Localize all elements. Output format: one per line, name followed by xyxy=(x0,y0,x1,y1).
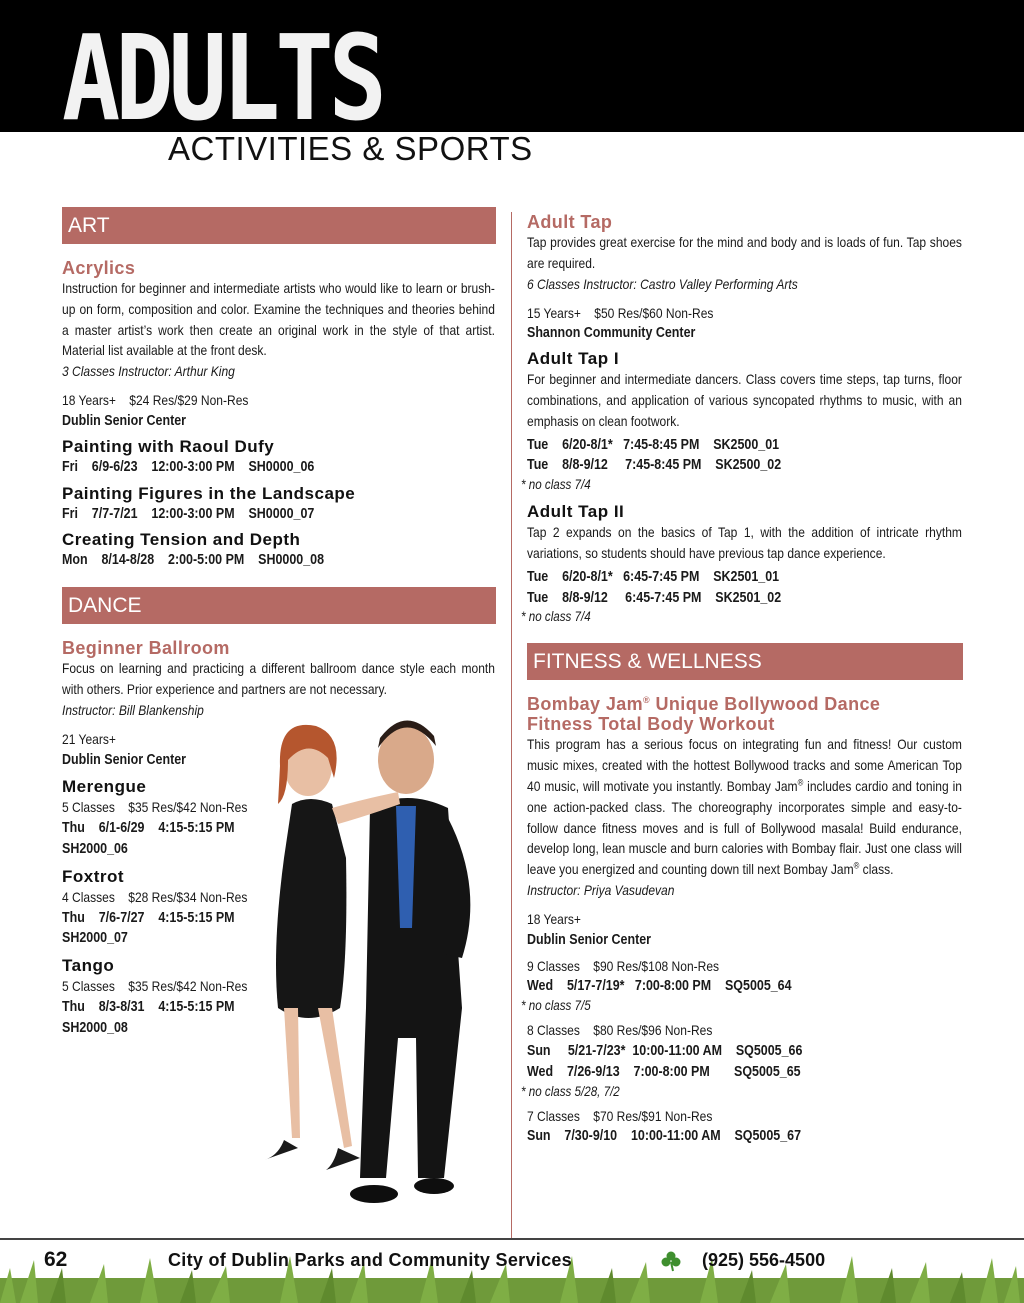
section-band-dance: DANCE xyxy=(62,587,496,624)
session-line: Tue 6/20-8/1* 7:45-8:45 PM SK2500_01 xyxy=(527,436,780,453)
classes-instructor: 3 Classes Instructor: Arthur King xyxy=(62,363,235,380)
footnote: * no class 5/28, 7/2 xyxy=(521,1083,620,1099)
fee-line: 4 Classes $28 Res/$34 Non-Res xyxy=(62,888,248,905)
age-fee: 15 Years+ $50 Res/$60 Non-Res xyxy=(527,304,714,321)
session-line: Tue 8/8-9/12 7:45-8:45 PM SK2500_02 xyxy=(527,457,782,474)
location: Dublin Senior Center xyxy=(62,751,187,768)
footnote: * no class 7/4 xyxy=(521,477,591,493)
right-column xyxy=(521,212,963,1147)
class-title: Adult Tap I xyxy=(527,349,620,369)
class-description: This program has a serious focus on integrating fun and fitness! Our custom music mixes, created with the hottest Bollywood tracks and some American Top 40 music, will motivate you instantly. Bombay Jam® includes cardio and toning in one action-packed class. The choreography incorporates simple and easy-to-follow dance fitness moves and is full of Bollywood masala! Build endurance, develop long, lean muscle and burn calories with Bombay flair. Just one class will leave you energized and counting down till next Bombay Jam® class. xyxy=(527,736,962,878)
footer-organization: City of Dublin Parks and Community Services xyxy=(168,1250,572,1270)
session-line: Sun 5/21-7/23* 10:00-11:00 AM SQ5005_66 xyxy=(527,1042,803,1059)
shamrock-icon xyxy=(660,1250,682,1272)
footer-rule xyxy=(0,1238,1024,1240)
fee-line: 8 Classes $80 Res/$96 Non-Res xyxy=(527,1022,713,1039)
dancing-couple-photo xyxy=(248,708,510,1218)
class-title-bombay-jam: Bombay Jam® Unique Bollywood Dance xyxy=(527,694,881,715)
class-title-adult-tap: Adult Tap xyxy=(527,212,613,232)
classes-instructor: 6 Classes Instructor: Castro Valley Performing Arts xyxy=(527,275,798,292)
class-title: Painting with Raoul Dufy xyxy=(62,436,275,456)
class-title-ballroom: Beginner Ballroom xyxy=(62,638,230,659)
session-line: Fri 6/9-6/23 12:00-3:00 PM SH0000_06 xyxy=(62,458,315,475)
session-line: Mon 8/14-8/28 2:00-5:00 PM SH0000_08 xyxy=(62,552,325,569)
age: 18 Years+ xyxy=(527,910,581,927)
fee-line: 5 Classes $35 Res/$42 Non-Res xyxy=(62,978,248,995)
class-title-acrylics: Acrylics xyxy=(62,258,136,278)
session-line: Tue 8/8-9/12 6:45-7:45 PM SK2501_02 xyxy=(527,589,782,606)
footnote: * no class 7/5 xyxy=(521,998,591,1014)
session-line: Thu 8/3-8/31 4:15-5:15 PM xyxy=(62,998,235,1015)
class-description: Tap 2 expands on the basics of Tap 1, with the addition of intricate rhythm variations, so students should have previous tap dance experience. xyxy=(527,524,962,561)
instructor: Instructor: Priya Vasudevan xyxy=(527,881,675,898)
fee-line: 5 Classes $35 Res/$42 Non-Res xyxy=(62,799,248,816)
class-description: Instruction for beginner and intermediate artists who would like to learn or brush-up on form, composition and color. Examine the techniques and theories behind a master artist’s work then create an original work in the style of that artist. Material list available at the front desk. xyxy=(62,280,495,359)
course-code: SH2000_07 xyxy=(62,930,128,947)
class-description: Tap provides great exercise for the mind and body and is loads of fun. Tap shoes are required. xyxy=(527,234,962,271)
session-line: Fri 7/7-7/21 12:00-3:00 PM SH0000_07 xyxy=(62,505,315,522)
page-title: ADULTS xyxy=(62,9,383,147)
session-line: Thu 7/6-7/27 4:15-5:15 PM xyxy=(62,909,235,926)
course-code: SH2000_06 xyxy=(62,840,128,857)
section-band-fitness: FITNESS & WELLNESS xyxy=(527,643,963,680)
fee-line: 9 Classes $90 Res/$108 Non-Res xyxy=(527,957,720,974)
column-divider xyxy=(511,212,512,1239)
page-number: 62 xyxy=(44,1248,68,1271)
footnote: * no class 7/4 xyxy=(521,609,591,625)
instructor: Instructor: Bill Blankenship xyxy=(62,701,204,718)
fee-line: 7 Classes $70 Res/$91 Non-Res xyxy=(527,1107,713,1124)
class-title: Tango xyxy=(62,956,115,976)
location: Dublin Senior Center xyxy=(62,412,187,429)
class-description: For beginner and intermediate dancers. Class covers time steps, tap turns, floor combinations, and application of various syncopated rhythms to music, with an emphasis on clean footwork. xyxy=(527,371,962,429)
age: 21 Years+ xyxy=(62,730,116,747)
class-title: Adult Tap II xyxy=(527,502,625,522)
class-title-bombay-jam-line2: Fitness Total Body Workout xyxy=(527,714,775,735)
session-line: Thu 6/1-6/29 4:15-5:15 PM xyxy=(62,820,235,837)
age-fee: 18 Years+ $24 Res/$29 Non-Res xyxy=(62,392,249,409)
course-code: SH2000_08 xyxy=(62,1019,128,1036)
session-line: Tue 6/20-8/1* 6:45-7:45 PM SK2501_01 xyxy=(527,568,780,585)
class-title: Merengue xyxy=(62,777,147,797)
section-band-art: ART xyxy=(62,207,496,244)
location: Shannon Community Center xyxy=(527,325,696,342)
session-line: Wed 5/17-7/19* 7:00-8:00 PM SQ5005_64 xyxy=(527,978,792,995)
page-subtitle: ACTIVITIES & SPORTS xyxy=(168,130,533,167)
location: Dublin Senior Center xyxy=(527,931,652,948)
class-description: Focus on learning and practicing a different ballroom dance style each month with others. Prior experience and partners are not necessary. xyxy=(62,660,495,697)
class-title: Foxtrot xyxy=(62,866,125,886)
session-line: Sun 7/30-9/10 10:00-11:00 AM SQ5005_67 xyxy=(527,1128,802,1145)
class-title: Creating Tension and Depth xyxy=(62,530,301,550)
session-line: Wed 7/26-9/13 7:00-8:00 PM SQ5005_65 xyxy=(527,1063,801,1080)
class-title: Painting Figures in the Landscape xyxy=(62,483,356,503)
footer-phone: (925) 556-4500 xyxy=(702,1250,826,1270)
